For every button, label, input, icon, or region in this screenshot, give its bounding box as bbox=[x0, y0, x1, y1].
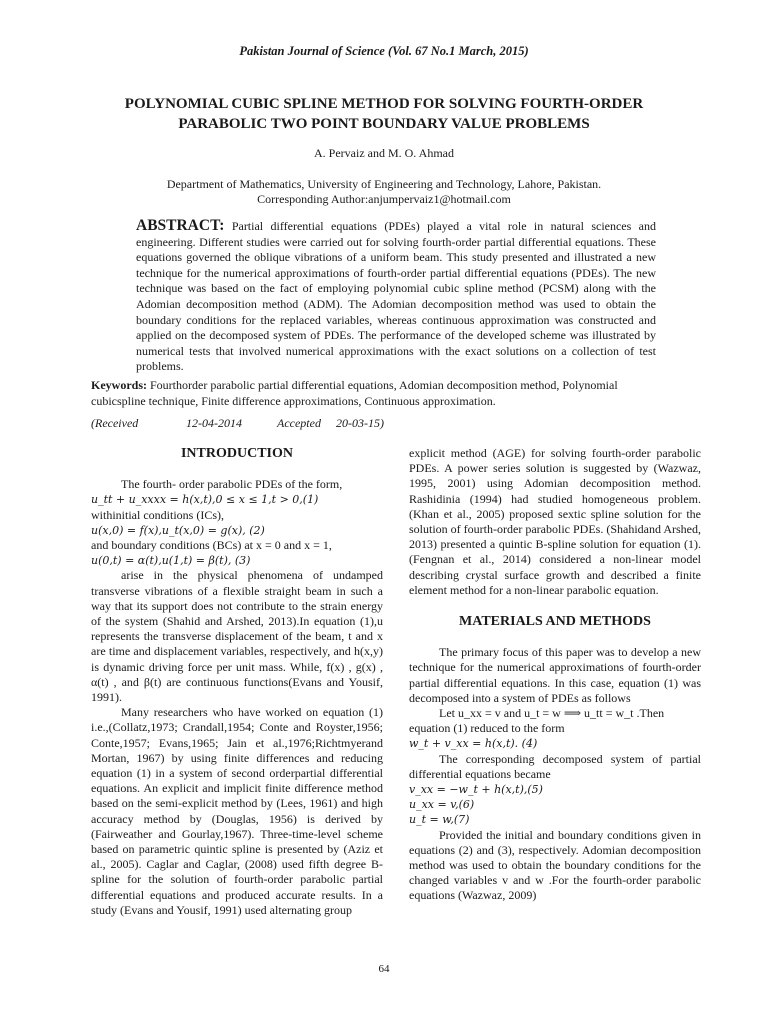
equation-1: u_tt + u_xxxx = h(x,t),0 ≤ x ≤ 1,t > 0,(1) bbox=[91, 493, 319, 507]
methods-heading: MATERIALS AND METHODS bbox=[459, 614, 651, 630]
journal-header: Pakistan Journal of Science (Vol. 67 No.1 March, 2015) bbox=[239, 44, 529, 58]
intro-paragraph-1: The fourth- order parabolic PDEs of the form, bbox=[121, 477, 343, 492]
keywords-label: Keywords: bbox=[91, 378, 147, 392]
received-label: (Received bbox=[91, 416, 139, 430]
title-line-2: PARABOLIC TWO POINT BOUNDARY VALUE PROBLEMS bbox=[178, 116, 590, 132]
methods-let-line: Let u_xx = v and u_t = w ⟹ u_tt = w_t .Then bbox=[439, 706, 665, 721]
intro-paragraph-2: arise in the physical phenomena of undamped transverse vibrations of a flexible straight beam in such a way that its support does not contribute to the strain energy of the system (Shahid and Arshed, 2013).In equation (1),u represents the transverse displacement of the beam, t and x are time and displacement variables, respectively, and h(x,y) is dynamic driving force per unit mass. While, f(x) , g(x) , α(t) , and β(t) are continuous functions(Evans and Yousif, 1991). bbox=[91, 568, 383, 705]
right-column bbox=[409, 446, 701, 904]
abstract-label: ABSTRACT: bbox=[136, 217, 225, 234]
introduction-heading: INTRODUCTION bbox=[180, 446, 293, 461]
equation-7: u_t = w,(7) bbox=[409, 813, 470, 827]
received-date: 12-04-2014 bbox=[186, 416, 242, 430]
authors: A. Pervaiz and M. O. Ahmad bbox=[314, 146, 454, 160]
methods-reduced-line: equation (1) reduced to the form bbox=[409, 721, 565, 736]
methods-paragraph-2: The corresponding decomposed system of partial differential equations became bbox=[409, 751, 701, 781]
intro-paragraph-3: Many researchers who have worked on equation (1) i.e.,(Collatz,1973; Crandall,1954; Conte and Royster,1956; Conte,1957; Evans,1965; Jain et al.,1976;Richtmyerand Mortan, 1967) by using finite differences and reducing equation (1) in a system of second orderpartial differential equations. An explicit and implicit finite difference method based on the semi-explicit method by (Lees, 1961) and high accuracy method by (Douglas, 1956) is derived by (Fairweather and Gourlay,1967). Three-time-level scheme based on parametric quintic spline is presented by (Aziz et al., 2005). Caglar and Caglar, (2008) used fifth degree B-spline for the solution of fourth-order parabolic partial differential equations and produced accurate results. In a study (Evans and Yousif, 1991) used alternating group bbox=[91, 705, 383, 917]
methods-paragraph-3: Provided the initial and boundary conditions given in equations (2) and (3), respectively. Adomian decomposition method was used to obtain the boundary conditions for the changed variables v and w .For the fourth-order parabolic equations (Wazwaz, 2009) bbox=[409, 827, 701, 903]
abstract-text: Partial differential equations (PDEs) played a vital role in natural sciences and engineering. Different studies were carried out for solving fourth-order partial differential equations. These equations governed the oblique vibrations of a uniform beam. This study presented and illustrated a new technique for the numerical approximations of fourth-order partial differential equations (PDEs). The new technique was based on the fact of employing polynomial cubic spline method (PCSM) along with the Adomian decomposition method (ADM). The Adomian decomposition method was used to obtain the boundary conditions for the replaced variables, whereas continuous approximation was constructed and applied on the decomposed system of PDEs. The performance of the developed scheme was illustrated by numerical tests that involved numerical approximations with the exact solutions on a collection of test problems. bbox=[136, 219, 657, 374]
corresponding-author: Corresponding Author:anjumpervaiz1@hotmail.com bbox=[257, 192, 511, 206]
equation-2: u(x,0) = f(x),u_t(x,0) = g(x), (2) bbox=[91, 523, 265, 537]
accepted-date: 20-03-15) bbox=[336, 416, 384, 430]
equation-3: u(0,t) = α(t),u(1,t) = β(t), (3) bbox=[91, 554, 251, 568]
left-column bbox=[91, 446, 383, 918]
accepted-label: Accepted bbox=[277, 416, 321, 430]
department: Department of Mathematics, University of Engineering and Technology, Lahore, Pakistan. bbox=[166, 177, 602, 191]
paper-title bbox=[60, 94, 708, 134]
equation-4: w_t + v_xx = h(x,t). (4) bbox=[409, 737, 538, 751]
intro-paragraph-4: explicit method (AGE) for solving fourth-order parabolic PDEs. A power series solution is suggested by (Wazwaz, 1995, 2001) using Adomian decomposition method. Rashidinia (1994) had studied homogeneous problem. (Khan et al., 2005) proposed sextic spline solution for the solution of fourth-order parabolic PDEs. (Shahidand Arshed, 2013) presented a quintic B-spline solution for equation (1). (Fengnan et al., 2014) considered a non-linear model describing crystal surface growth and described a finite element method for a non-linear parabolic equation. bbox=[409, 446, 701, 597]
abstract bbox=[136, 218, 656, 375]
equation-5: v_xx = −w_t + h(x,t),(5) bbox=[409, 783, 543, 797]
title-line-1: POLYNOMIAL CUBIC SPLINE METHOD FOR SOLVING FOURTH-ORDER bbox=[124, 96, 644, 112]
received-line bbox=[91, 416, 591, 431]
keywords-text: Fourthorder parabolic partial differential equations, Adomian decomposition method, Polynomial cubicspline technique, Finite difference approximations, Continuous approximation. bbox=[91, 378, 618, 408]
keywords bbox=[91, 378, 671, 409]
boundary-conditions-label: and boundary conditions (BCs) at x = 0 and x = 1, bbox=[91, 538, 332, 553]
affiliation bbox=[0, 177, 768, 207]
initial-conditions-label: withinitial conditions (ICs), bbox=[91, 507, 224, 522]
page-number: 64 bbox=[378, 963, 390, 975]
methods-paragraph-1: The primary focus of this paper was to develop a new technique for the numerical approximations of fourth-order partial differential equations. In this case, equation (1) was decomposed into a system of PDEs as follows bbox=[409, 645, 701, 705]
equation-6: u_xx = v,(6) bbox=[409, 798, 475, 812]
